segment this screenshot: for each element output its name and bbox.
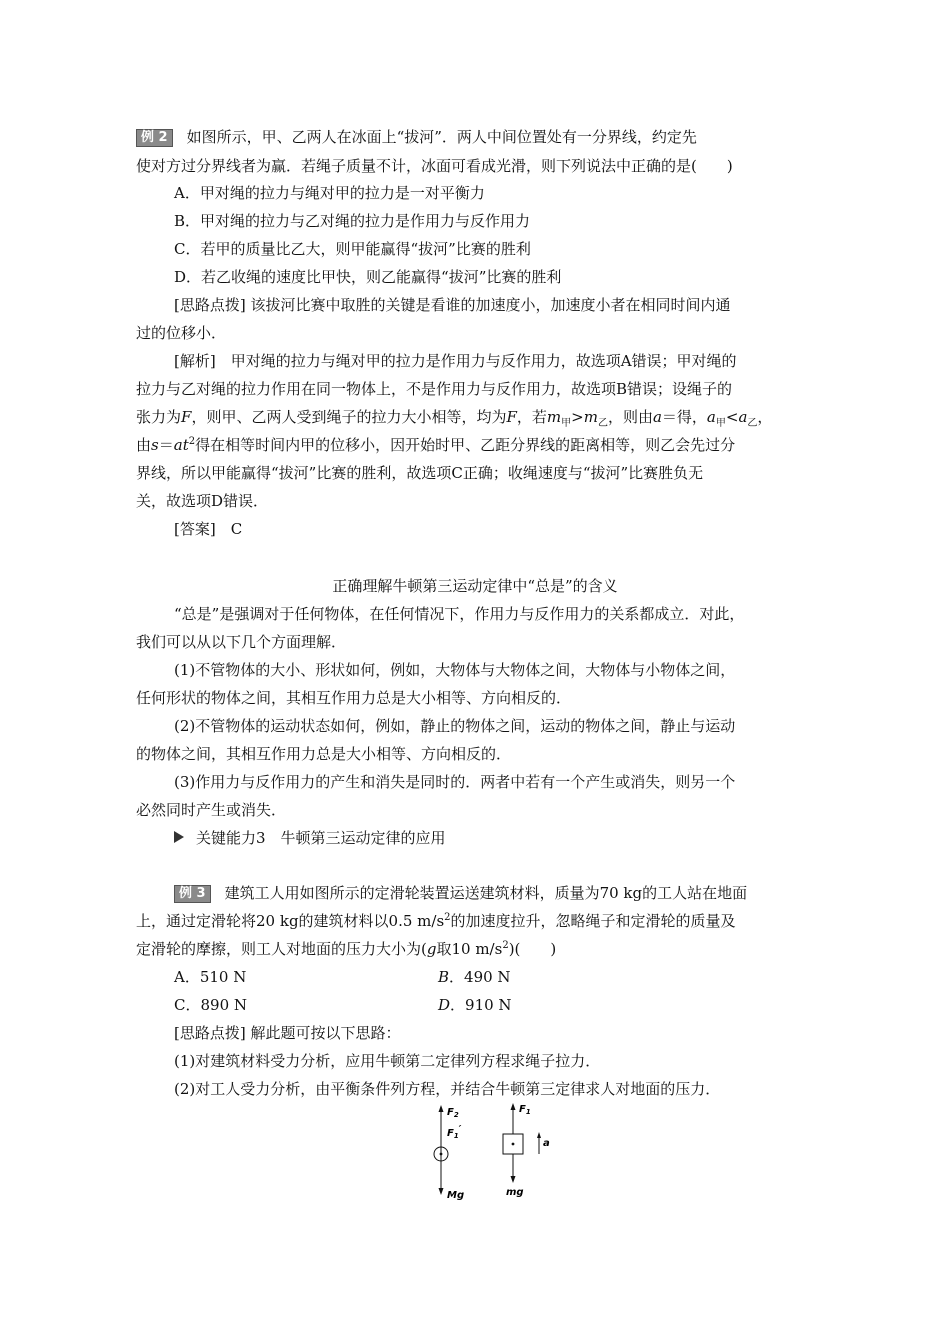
section-p3-line2: 的物体之间，其相互作用力总是大小相等、方向相反的． — [136, 745, 512, 763]
ex2-stem-line2: 使对方过分界线者为赢．若绳子质量不计，冰面可看成光滑，则下列说法中正确的是( ) — [136, 157, 733, 175]
ex2-solution-line2: 拉力与乙对绳的拉力作用在同一物体上，不是作用力与反作用力，故选项B错误；设绳子的 — [136, 380, 733, 398]
ex3-step2: (2)对工人受力分析，由平衡条件列方程，并结合牛顿第三定律求人对地面的压力． — [174, 1080, 721, 1098]
section-p4-line2: 必然同时产生或消失． — [136, 801, 287, 819]
ex3-option-a: A．510 N — [174, 968, 247, 986]
ex2-option-d: D．若乙收绳的速度比甲快，则乙能赢得“拔河”比赛的胜利 — [174, 268, 562, 286]
section-p2-line1: (1)不管物体的大小、形状如何，例如，大物体与大物体之间，大物体与小物体之间， — [174, 661, 736, 679]
f1-arrowhead — [511, 1103, 516, 1110]
play-triangle-icon — [174, 831, 184, 843]
ex2-option-a: A．甲对绳的拉力与绳对甲的拉力是一对平衡力 — [174, 184, 485, 202]
section-p3-line1: (2)不管物体的运动状态如何，例如，静止的物体之间，运动的物体之间，静止与运动 — [174, 717, 736, 735]
ex2-answer: [答案] C — [174, 520, 243, 538]
ex3-option-b: B．490 N — [438, 968, 511, 986]
force-diagram — [420, 1098, 560, 1206]
ex2-solution-line1: [解析] 甲对绳的拉力与绳对甲的拉力是作用力与反作用力，故选项A错误；甲对绳的 — [174, 352, 737, 370]
label-f1: $F_1$ — [519, 1104, 531, 1116]
label-a: a — [543, 1138, 550, 1149]
label-f2: $F_2$ — [447, 1107, 459, 1119]
ex2-option-b: B．甲对绳的拉力与乙对绳的拉力是作用力与反作用力 — [174, 212, 531, 230]
section-p1-line1: “总是”是强调对于任何物体，在任何情况下，作用力与反作用力的关系都成立．对此， — [174, 605, 745, 623]
example-badge: 例 2 — [136, 129, 173, 147]
material-force-diagram — [503, 1103, 550, 1198]
ex2-option-c: C．若甲的质量比乙大，则甲能赢得“拔河”比赛的胜利 — [174, 240, 531, 258]
label-mg-worker: Mg — [447, 1190, 465, 1201]
ex2-hint-line1: [思路点拨] 该拔河比赛中取胜的关键是看谁的加速度小，加速度小者在相同时间内通 — [174, 296, 731, 314]
ex2-solution-line3: 张力为F，则甲、乙两人受到绳子的拉力大小相等，均为F，若$m_甲>m_乙$，则由a＝得，$a_甲<a_乙$， — [136, 408, 773, 429]
ex3-step1: (1)对建筑材料受力分析，应用牛顿第二定律列方程求绳子拉力． — [174, 1052, 601, 1070]
worker-force-diagram — [434, 1105, 464, 1201]
ex3-option-c: C．890 N — [174, 996, 248, 1014]
ex3-stem-line1: 例 3 建筑工人用如图所示的定滑轮装置运送建筑材料，质量为70 kg的工人站在地面 — [174, 883, 747, 903]
mg-material-arrowhead — [511, 1176, 516, 1183]
ex3-stem-line3: 定滑轮的摩擦，则工人对地面的压力大小为(g取10 $m/s^2$)( ) — [136, 940, 557, 958]
label-mg-material: mg — [506, 1187, 524, 1198]
ex2-stem-line1: 例 2 如图所示，甲、乙两人在冰面上“拔河”．两人中间位置处有一分界线，约定先 — [136, 127, 697, 147]
key-ability-heading: 关键能力3 牛顿第三运动定律的应用 — [174, 828, 446, 848]
ex2-solution-line5: 界线，所以甲能赢得“拔河”比赛的胜利，故选项C正确；收绳速度与“拔河”比赛胜负无 — [136, 464, 704, 482]
f2-arrowhead — [439, 1105, 444, 1112]
label-f1-prime: $F_1'$ — [447, 1124, 462, 1140]
ex2-solution-line6: 关，故选项D错误． — [136, 492, 269, 510]
ex2-hint-line2: 过的位移小． — [136, 324, 227, 342]
section-p4-line1: (3)作用力与反作用力的产生和消失是同时的．两者中若有一个产生或消失，则另一个 — [174, 773, 736, 791]
section-title: 正确理解牛顿第三运动定律中“总是”的含义 — [332, 577, 618, 595]
example-badge: 例 3 — [174, 885, 211, 903]
section-p2-line2: 任何形状的物体之间，其相互作用力总是大小相等、方向相反的． — [136, 689, 572, 707]
worker-center-dot — [440, 1153, 443, 1156]
mg-arrowhead — [439, 1188, 444, 1195]
material-center-dot — [512, 1143, 515, 1146]
acceleration-arrowhead — [537, 1132, 541, 1138]
ex3-option-d: D．910 N — [438, 996, 512, 1014]
section-p1-line2: 我们可以从以下几个方面理解． — [136, 633, 347, 651]
ex3-stem-line2: 上，通过定滑轮将20 kg的建筑材料以0.5 $m/s^2$的加速度拉升，忽略绳子和定滑轮的质量及 — [136, 912, 736, 930]
ex3-hint: [思路点拨] 解此题可按以下思路： — [174, 1024, 401, 1042]
ex2-solution-line4: 由$s=at^2$得在相等时间内甲的位移小，因开始时甲、乙距分界线的距离相等，则乙会先过分 — [136, 436, 736, 454]
